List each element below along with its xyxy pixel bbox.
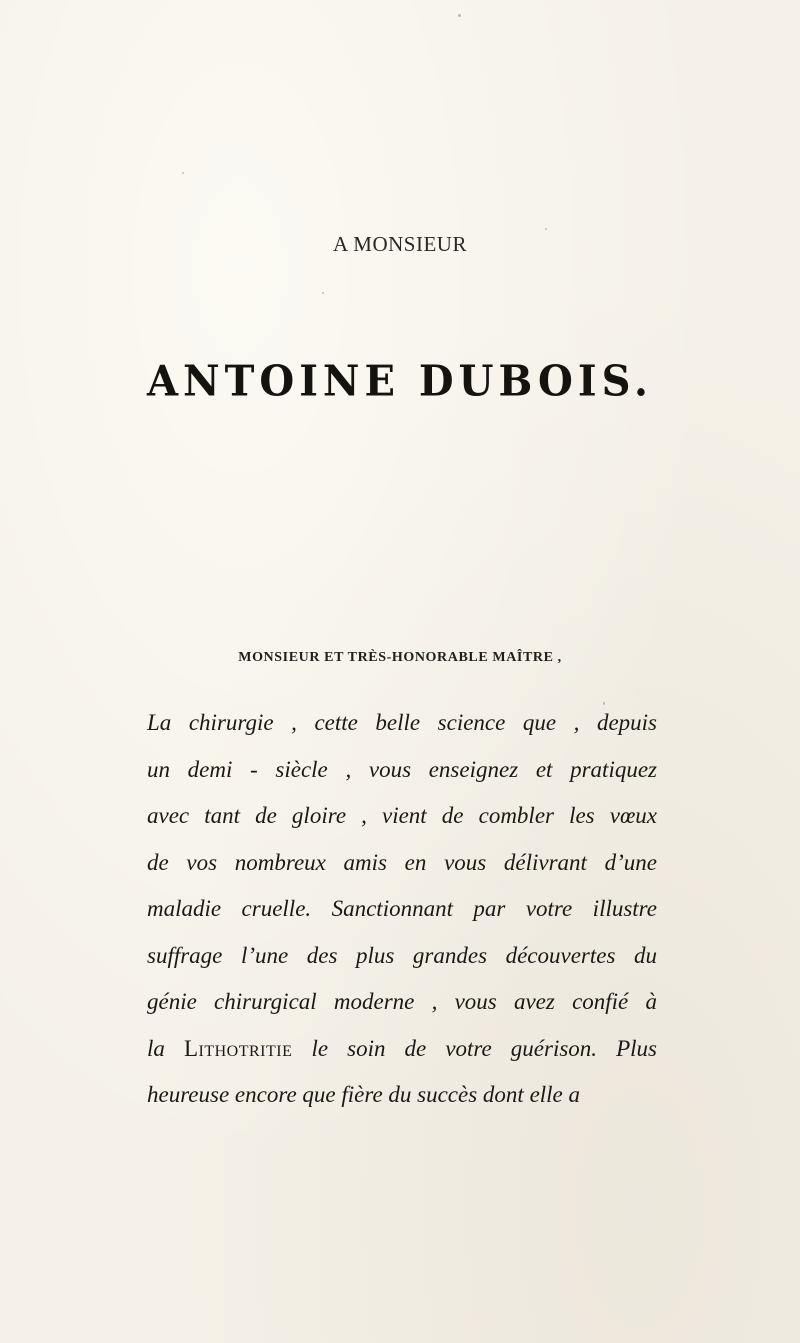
- body-line: avec tant de gloire , vient de combler les vœux: [147, 803, 657, 828]
- dedication-to: A MONSIEUR: [333, 232, 467, 256]
- dedication-body: [147, 700, 657, 1119]
- body-line: suffrage l’une des plus grandes découvertes du: [147, 942, 657, 968]
- paper-speck: [182, 172, 184, 174]
- body-line-end: le soin de votre guérison. Plus: [292, 1035, 657, 1061]
- body-line: génie chirurgical moderne , vous avez confié à: [147, 989, 657, 1014]
- body-line: La chirurgie , cette belle science que , depuis: [147, 710, 657, 735]
- paper-speck: [458, 14, 461, 17]
- body-line: un demi - siècle , vous enseignez et pratiquez: [147, 756, 657, 782]
- body-line: heureuse encore que fière du succès dont elle a: [147, 1082, 581, 1107]
- dedicatee-name: ANTOINE DUBOIS.: [147, 356, 653, 407]
- body-line: maladie cruelle. Sanctionnant par votre illustre: [147, 896, 657, 921]
- paper-speck: [322, 292, 324, 294]
- paper-speck: [545, 228, 547, 230]
- body-line-start: la: [147, 1035, 184, 1061]
- lithotritie-term: Lithotritie: [183, 1035, 293, 1061]
- body-line: de vos nombreux amis en vous délivrant d’une: [147, 849, 657, 875]
- salutation: MONSIEUR ET TRÈS-HONORABLE MAÎTRE ,: [238, 650, 562, 665]
- body-line: [147, 1026, 657, 1073]
